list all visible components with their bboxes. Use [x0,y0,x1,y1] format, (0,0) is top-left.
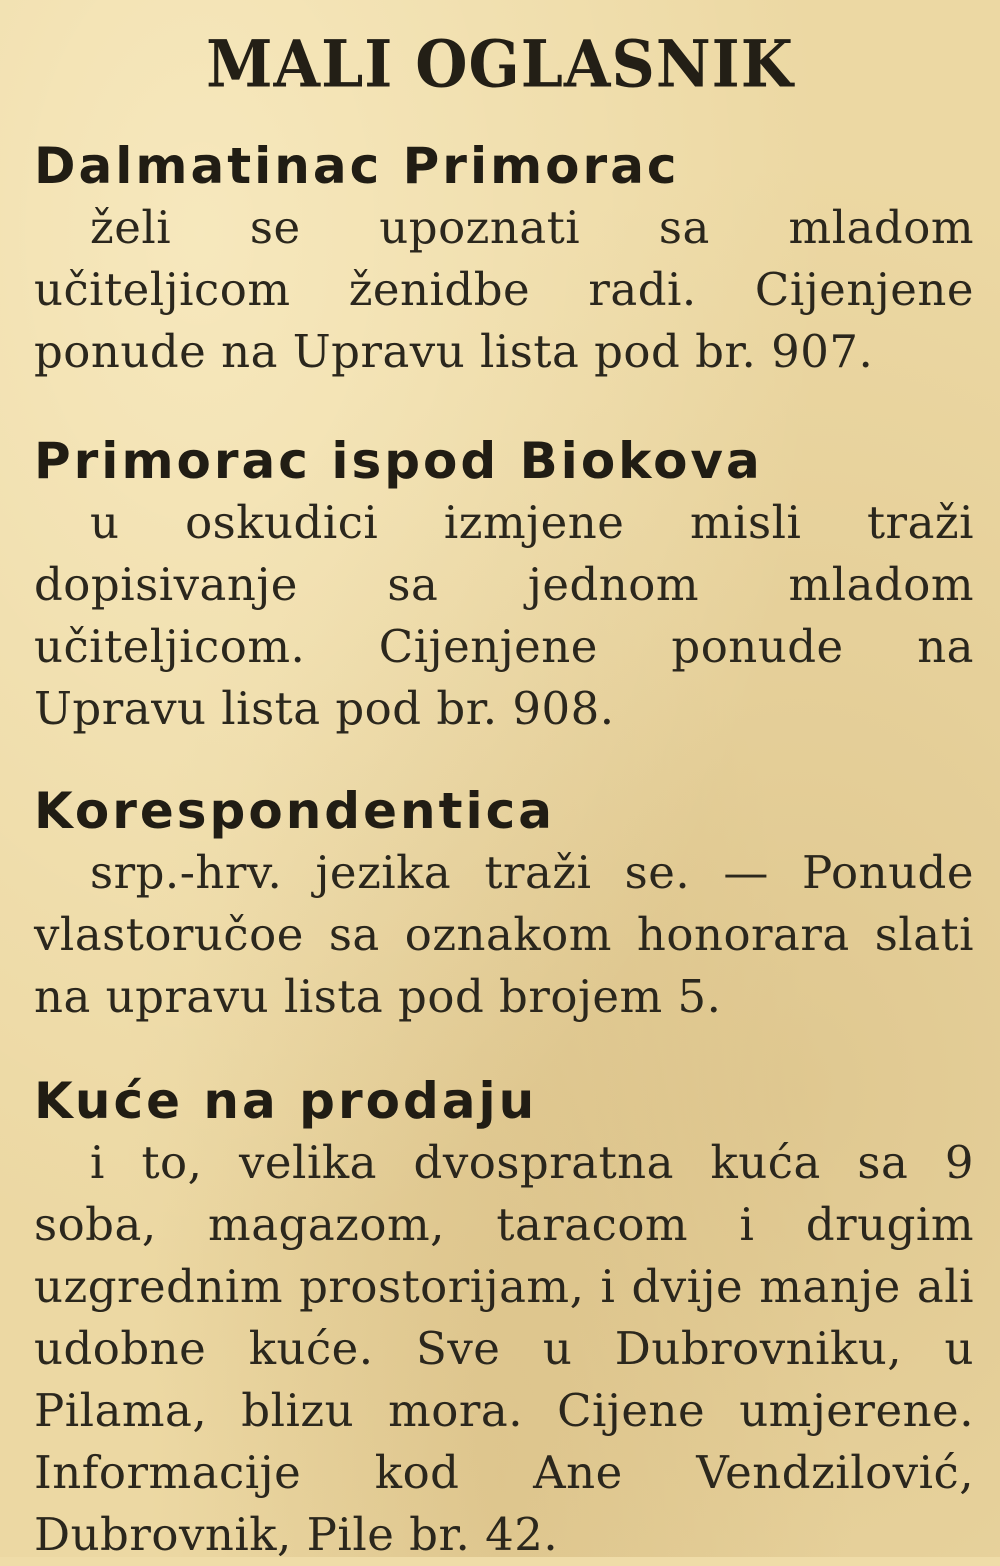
classified-ad [34,1070,974,1566]
ad-body: želi se upoznati sa mladom učiteljicom ženidbe radi. Cijenjene ponude na Upravu lista pod br. 907. [34,201,974,378]
ad-heading: Primorac ispod Biokova [34,432,763,490]
classified-ad [34,430,974,740]
ad-heading: Kuće na prodaju [34,1072,538,1130]
ad-body: i to, velika dvospratna kuća sa 9 soba, magazom, taracom i drugim uzgrednim prostorijam, i dvije manje ali udobne kuće. Sve u Dubrovniku, u Pilama, blizu mora. Cijene umjerene. Informacije kod Ane Vendzilović, Dubrovnik, Pile br. 42. [34,1136,974,1561]
page-title: MALI OGLASNIK [206,27,794,103]
ad-heading: Korespondentica [34,782,556,840]
classified-ad [34,135,974,383]
ad-body: u oskudici izmjene misli traži dopisivanje sa jednom mladom učiteljicom. Cijenjene ponude na Upravu lista pod br. 908. [34,496,974,735]
classified-ad [34,780,974,1028]
ad-heading: Dalmatinac Primorac [34,137,680,195]
ad-body: srp.-hrv. jezika traži se. — Ponude vlastoručoe sa oznakom honorara slati na upravu lista pod brojem 5. [34,846,974,1023]
